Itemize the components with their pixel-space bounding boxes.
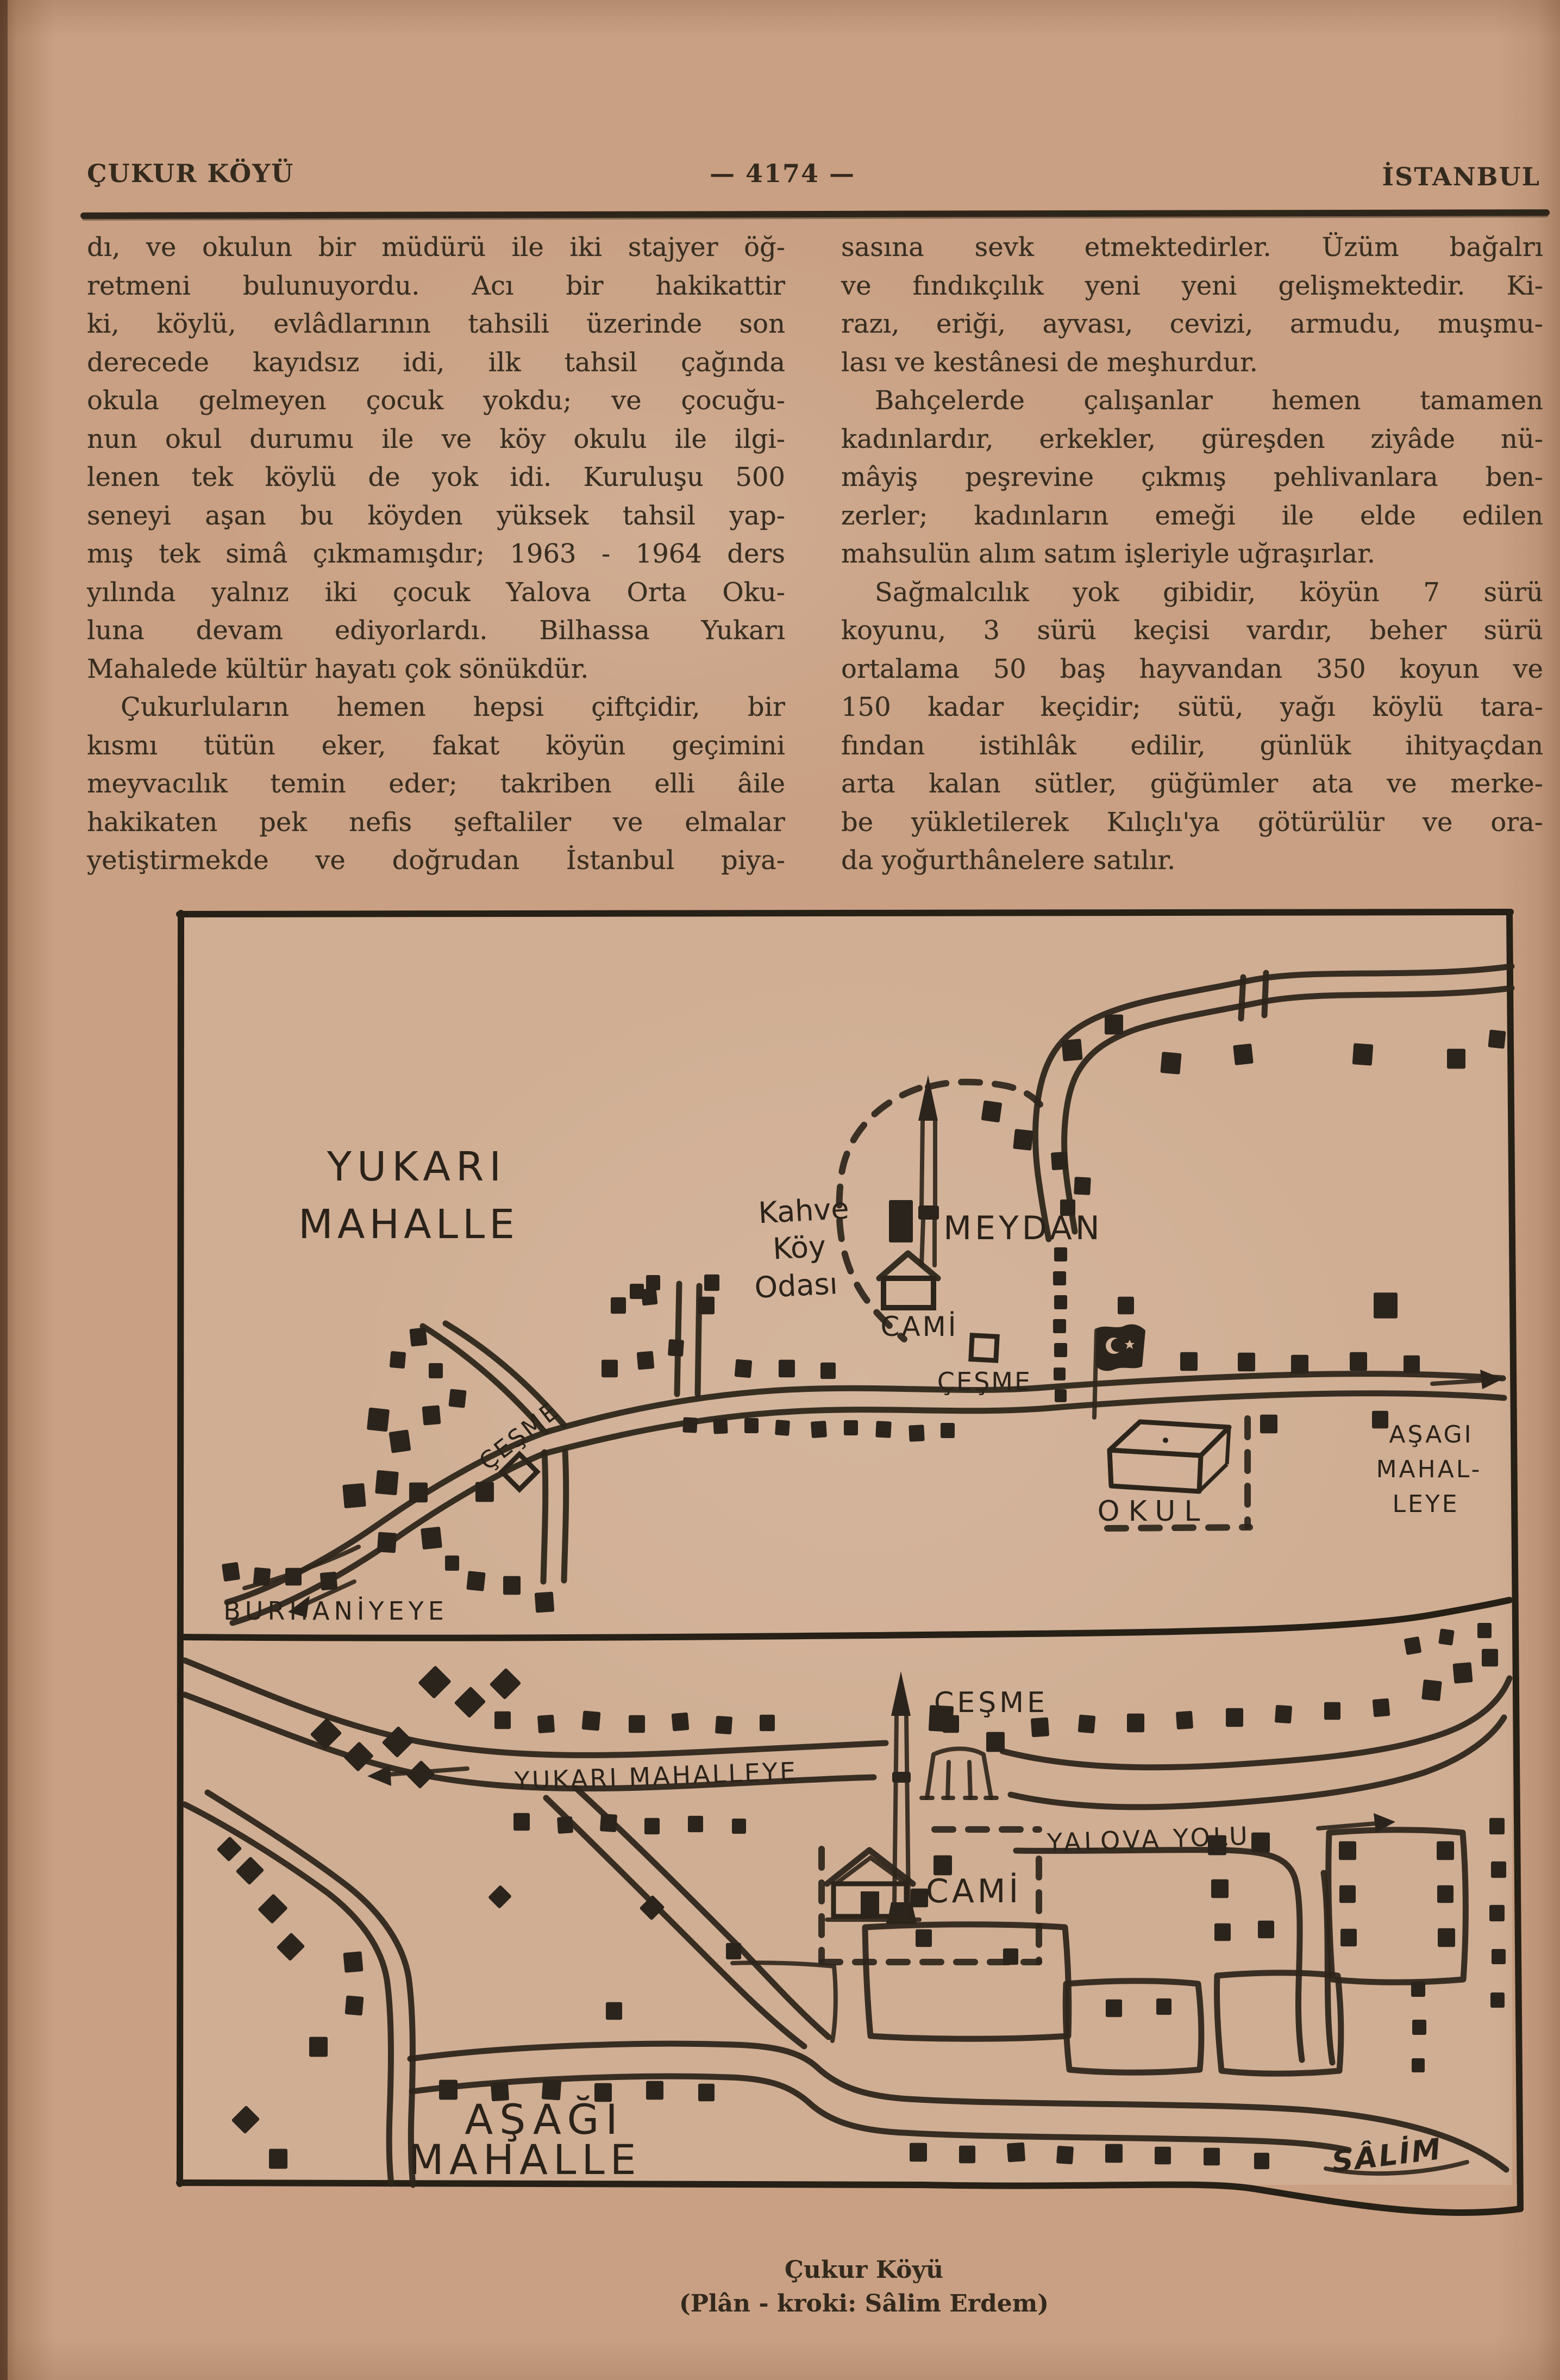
header-rule: [80, 209, 1550, 219]
text-line: Bahçelerde çalışanlar hemen tamamen: [875, 385, 1543, 416]
label-yukari-mahalle-2: MAHALLE: [298, 1201, 519, 1248]
house-marker: [421, 1527, 442, 1550]
text-line: Sağmalcılık yok gibidir, köyün 7 sürü: [875, 577, 1543, 608]
house-marker: [811, 1421, 827, 1438]
house-marker: [1204, 2148, 1220, 2165]
house-marker: [466, 1571, 485, 1591]
text-line: Mahalede kültür hayatı çok sönükdür.: [87, 653, 589, 684]
house-marker: [1078, 1715, 1096, 1734]
label-yukari-mahalleye-road: YUKARI MAHALLEYE: [513, 1756, 798, 1796]
label-asagi-mahalleye-1: AŞAGI: [1389, 1421, 1474, 1448]
house-marker: [320, 1572, 338, 1591]
house-marker: [1105, 2144, 1123, 2163]
house-marker: [704, 1275, 719, 1291]
house-marker: [644, 1818, 660, 1834]
text-line: yetiştirmekde ve doğrudan İstanbul piya-: [87, 845, 785, 876]
page-number: — 4174 —: [709, 159, 856, 188]
house-marker: [390, 1351, 406, 1369]
house-marker: [1438, 1928, 1455, 1947]
house-marker: [941, 1423, 955, 1438]
house-marker: [253, 1567, 271, 1586]
house-marker: [910, 2143, 927, 2162]
house-marker: [1176, 1711, 1193, 1729]
house-marker: [1214, 1923, 1231, 1941]
house-marker: [309, 2037, 328, 2057]
text-line: luna devam ediyorlardı. Bilhassa Yukarı: [87, 615, 785, 646]
label-odasi: Odası: [753, 1266, 839, 1305]
house-marker: [606, 2002, 622, 2020]
house-marker: [1254, 2153, 1269, 2169]
text-column-left: [87, 228, 785, 880]
house-marker: [1106, 2000, 1122, 2017]
house-marker: [1438, 1628, 1455, 1645]
house-marker: [222, 1562, 240, 1582]
text-line: ki, köylü, evlâdlarının tahsili üzerinde son: [87, 309, 785, 339]
house-marker: [448, 1389, 466, 1408]
map-frame: [179, 912, 1520, 2213]
house-marker: [1007, 2142, 1025, 2163]
house-marker: [1211, 1879, 1229, 1898]
house-marker: [1477, 1623, 1492, 1638]
house-marker: [1156, 1998, 1171, 2015]
house-marker: [600, 1814, 617, 1832]
house-marker: [1055, 1389, 1067, 1402]
text-line: hakikaten pek nefis şeftaliler ve elmalar: [87, 807, 785, 838]
house-marker: [1260, 1415, 1277, 1434]
label-asagi-mahalle-1: AŞAĞI: [465, 2095, 624, 2144]
page-header: [0, 159, 1560, 191]
label-cesme-crossroads: ÇEŞME: [474, 1396, 565, 1476]
text-line: arta kalan sütler, güğümler ata ve merke-: [841, 769, 1543, 799]
house-marker: [1160, 1052, 1181, 1075]
house-marker: [682, 1417, 697, 1433]
house-marker: [698, 1297, 715, 1314]
house-marker: [744, 1418, 759, 1433]
label-cami-center: CAMİ: [880, 1311, 958, 1342]
house-marker: [688, 1816, 703, 1832]
text-line: derecede kayıdsız idi, ilk tahsil çağında: [87, 347, 785, 378]
text-line: zerler; kadınların emeği ile elde edilen: [841, 500, 1543, 531]
house-marker: [269, 2149, 287, 2169]
label-yukari-mahalle: YUKARI: [327, 1144, 507, 1190]
house-marker: [345, 1995, 364, 2015]
house-marker: [1051, 1152, 1068, 1170]
house-marker: [1127, 1714, 1144, 1733]
book-spine-shadow: [0, 0, 8, 2380]
text-line: sasına sevk etmektedirler. Üzüm bağalrı: [841, 232, 1543, 263]
house-marker: [698, 2084, 715, 2101]
house-marker: [1411, 1982, 1425, 1997]
house-marker: [367, 1408, 390, 1432]
house-marker: [1180, 1352, 1198, 1371]
house-marker: [1489, 1818, 1505, 1834]
house-marker: [409, 1483, 428, 1503]
house-marker: [1491, 1861, 1506, 1878]
house-marker: [1482, 1649, 1498, 1666]
house-marker: [875, 1421, 892, 1438]
house-marker: [1452, 1662, 1473, 1684]
house-marker: [713, 1418, 728, 1434]
house-marker: [475, 1482, 494, 1502]
road-stub: [1241, 977, 1243, 1019]
house-marker: [1155, 2147, 1171, 2164]
house-marker: [1291, 1355, 1308, 1374]
house-marker: [844, 1420, 858, 1435]
house-marker: [637, 1351, 655, 1370]
text-line: kadınlardır, erkekler, güreşden ziyâde nü-: [841, 423, 1543, 454]
house-marker: [1437, 1885, 1454, 1903]
text-line: okula gelmeyen çocuk yokdu; ve çocuğu-: [87, 385, 785, 416]
text-line: razı, eriği, ayvası, cevizi, armudu, muşmu-: [841, 309, 1543, 339]
house-marker: [1054, 1247, 1067, 1261]
house-marker: [1238, 1353, 1255, 1372]
caption-credit: (Plân - kroki: Sâlim Erdem): [679, 2290, 1049, 2317]
house-marker: [1105, 1015, 1123, 1035]
map-svg: [163, 902, 1538, 2239]
house-marker: [445, 1556, 459, 1571]
house-marker: [1489, 1905, 1505, 1921]
house-marker: [779, 1360, 795, 1377]
house-marker: [422, 1405, 441, 1425]
label-cami-lower: CAMİ: [925, 1872, 1022, 1910]
house-marker: [1412, 2058, 1425, 2072]
house-marker: [1074, 1177, 1091, 1195]
house-marker: [630, 1284, 644, 1299]
house-marker: [1339, 1841, 1356, 1860]
text-line: koyunu, 3 sürü keçisi vardır, beher sürü: [841, 615, 1543, 646]
caption-title: Çukur Köyü: [784, 2256, 944, 2284]
house-marker: [611, 1297, 626, 1314]
house-marker: [986, 1732, 1005, 1752]
house-marker: [602, 1360, 618, 1377]
label-asagi-mahalleye-3: LEYE: [1392, 1490, 1459, 1518]
house-marker: [537, 1715, 555, 1733]
text-line: lenen tek köylü de yok idi. Kuruluşu 500: [87, 462, 785, 492]
house-marker: [732, 1819, 746, 1834]
house-marker: [1258, 1921, 1274, 1938]
house-marker: [285, 1568, 302, 1585]
house-marker: [1490, 1992, 1505, 2008]
house-marker: [1352, 1043, 1374, 1065]
house-marker: [1488, 1029, 1506, 1048]
house-marker: [513, 1813, 530, 1831]
house-marker: [1492, 1949, 1506, 1964]
text-column-right: [841, 228, 1543, 880]
road-stub: [1264, 973, 1266, 1015]
text-line: kısmı tütün eker, fakat köyün geçimini: [87, 730, 785, 761]
house-marker: [1404, 1636, 1422, 1656]
house-marker: [1013, 1129, 1033, 1151]
text-line: ve fındıkçılık yeni yeni gelişmektedir. Ki-: [841, 270, 1543, 301]
house-marker: [389, 1429, 411, 1453]
house-marker: [1421, 1679, 1442, 1701]
house-marker: [1054, 1343, 1067, 1357]
running-title-left: ÇUKUR KÖYÜ: [87, 159, 295, 188]
house-marker: [726, 1943, 741, 1959]
house-marker: [557, 1816, 573, 1834]
label-yalova-yolu: YALOVA YOLU: [1047, 1821, 1251, 1858]
house-marker: [1373, 1698, 1390, 1717]
village-sketch-map: [163, 902, 1538, 2239]
house-marker: [429, 1363, 443, 1378]
label-okul: OKUL: [1097, 1495, 1209, 1528]
house-marker: [494, 1711, 511, 1729]
house-marker: [646, 1275, 660, 1290]
house-marker: [715, 1716, 732, 1734]
house-marker: [981, 1100, 1003, 1122]
house-marker: [1233, 1044, 1254, 1065]
label-asagi-mahalle-2: MAHALLE: [408, 2135, 642, 2184]
running-title-right: İSTANBUL: [1382, 162, 1540, 191]
figure-caption: [168, 2253, 1559, 2321]
text-line: lası ve kestânesi de meşhurdur.: [841, 347, 1258, 378]
house-marker: [1412, 2020, 1426, 2035]
text-line: be yükletilerek Kılıçlı'ya götürülür ve ora-: [841, 807, 1543, 838]
text-line: ortalama 50 baş hayvandan 350 koyun ve: [841, 653, 1543, 684]
house-marker: [375, 1470, 399, 1496]
house-marker: [1053, 1319, 1066, 1333]
house-marker: [1340, 1929, 1357, 1946]
house-marker: [1339, 1885, 1356, 1903]
house-marker: [672, 1713, 690, 1732]
text-line: da yoğurthânelere satılır.: [841, 845, 1176, 876]
house-marker: [820, 1363, 836, 1379]
label-kahve: Kahve: [757, 1191, 850, 1230]
text-line: yılında yalnız iki çocuk Yalova Orta Oku-: [87, 577, 785, 608]
house-marker: [909, 1425, 925, 1442]
label-signature-salim: SÂLİM: [1330, 2131, 1444, 2179]
house-marker: [646, 2081, 663, 2100]
house-marker: [582, 1710, 601, 1731]
house-marker: [1447, 1049, 1465, 1069]
label-cesme-center: ÇEŞME: [937, 1367, 1032, 1396]
house-marker: [439, 2080, 458, 2100]
text-line: seneyi aşan bu köyden yüksek tahsil yap-: [87, 500, 785, 531]
text-line: fından istihlâk edilir, günlük ihityaçdan: [841, 730, 1543, 761]
label-asagi-mahalleye-2: MAHAL-: [1376, 1456, 1482, 1483]
label-koy: Köy: [772, 1229, 827, 1266]
text-line: dı, ve okulun bir müdürü ile iki stajyer öğ-: [87, 232, 785, 263]
house-marker: [668, 1339, 684, 1357]
house-marker: [775, 1420, 790, 1436]
house-marker: [1061, 1039, 1082, 1061]
house-marker: [1275, 1705, 1292, 1723]
house-marker: [503, 1576, 521, 1595]
house-marker: [1324, 1702, 1340, 1720]
label-burhaniyeye: BURHANİYEYE: [223, 1596, 448, 1626]
text-line: meyvacılık temin eder; takriben elli âile: [87, 769, 785, 799]
label-meydan: MEYDAN: [943, 1209, 1103, 1247]
house-marker: [1226, 1708, 1243, 1727]
text-line: 150 kadar keçidir; sütü, yağı köylü tara-: [841, 692, 1543, 722]
house-marker: [959, 2146, 975, 2163]
house-marker: [343, 1951, 363, 1973]
house-marker: [1003, 1948, 1018, 1965]
house-marker: [629, 1715, 645, 1733]
text-line: retmeni bulunuyordu. Acı bir hakikattir: [87, 270, 785, 301]
house-marker: [1053, 1271, 1066, 1285]
text-line: mış tek simâ çıkmamışdır; 1963 - 1964 ders: [87, 539, 785, 569]
house-marker: [1374, 1292, 1398, 1319]
house-marker: [1404, 1355, 1420, 1373]
text-line: nun okul durumu ile ve köy okulu ile ilgi-: [87, 423, 785, 454]
house-marker: [409, 1327, 427, 1346]
label-cesme-lower: ÇEŞME: [934, 1686, 1048, 1719]
house-marker: [1350, 1352, 1367, 1371]
house-marker: [735, 1359, 753, 1378]
house-marker: [916, 1929, 932, 1947]
house-marker: [342, 1483, 366, 1509]
text-line: Çukurluların hemen hepsi çiftçidir, bir: [121, 692, 785, 722]
house-marker: [1118, 1297, 1134, 1314]
house-marker: [1056, 2146, 1074, 2164]
house-marker: [1437, 1841, 1454, 1860]
text-line: mâyiş peşrevine çıkmış pehlivanlara ben-: [841, 462, 1543, 492]
house-marker: [377, 1532, 397, 1553]
house-marker: [760, 1715, 775, 1731]
house-marker: [1031, 1717, 1049, 1738]
house-marker: [1054, 1367, 1066, 1380]
house-marker: [1372, 1411, 1388, 1428]
house-marker: [1251, 1833, 1270, 1853]
text-line: mahsulün alım satım işleriyle uğraşırlar.: [841, 539, 1375, 569]
house-marker: [1054, 1295, 1067, 1309]
house-marker: [535, 1591, 554, 1613]
